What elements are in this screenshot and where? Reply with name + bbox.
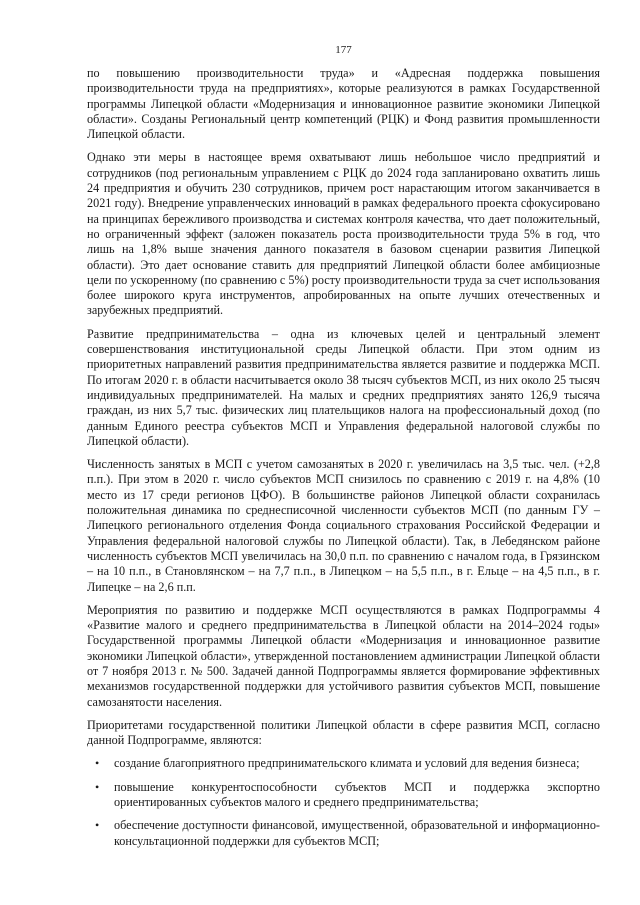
paragraph-employment-sme: Численность занятых в МСП с учетом самозанятых в 2020 г. увеличилась на 3,5 тыс. чел. (+2,8 п.п.). При этом в 2020 г. число субъектов МСП снизилось по сравнению с 2019 г. на 4,8% (10 место из 17 среди регионов ЦФО). В большинстве районов Липецкой области сохранилась положительная динамика по среднесписочной численности субъектов МСП (по данным ГУ – Липецкого регионального отделения Фонда социального страхования Российской Федерации и Управления федеральной налоговой службы по Липецкой области). Так, в Лебедянском районе численность субъектов МСП увеличилась на 30,0 п.п. по сравнению с началом года, в Грязинском – на 10 п.п., в Становлянском – на 7,7 п.п., в Липецком – на 5,5 п.п., в г. Ельце – на 4,5 п.п., в г. Липецке – на 2,6 п.п. xyxy=(87,457,600,594)
paragraph-subprogram: Мероприятия по развитию и поддержке МСП осуществляются в рамках Подпрограммы 4 «Развитие малого и среднего предпринимательства в Липецкой области на 2014–2024 годы» Государственной программы Липецкой области «Модернизация и инновационное развитие экономики Липецкой области», утвержденной постановлением администрации Липецкой области от 7 ноября 2013 г. № 500. Задачей данной Подпрограммы является формирование эффективных механизмов государственной поддержки для устойчивого развития субъектов МСП, повышение самозанятости населения. xyxy=(87,602,600,709)
bullet-icon: • xyxy=(95,756,100,771)
bullet-icon: • xyxy=(95,818,100,833)
paragraph-entrepreneurship: Развитие предпринимательства – одна из ключевых целей и центральный элемент совершенствования институциональной среды Липецкой области. При этом одним из приоритетных направлений развития предпринимательства является развитие и поддержка МСП. По итогам 2020 г. в области насчитывается около 38 тысяч субъектов МСП, из них около 25 тысяч индивидуальных предпринимателей. На малых и средних предприятиях занято 126,9 тысяча граждан, из них 5,7 тыс. физических лиц плательщиков налога на профессиональный доход (по данным Единого реестра субъектов МСП и Управления федеральной налоговой службы по Липецкой области). xyxy=(87,326,600,448)
list-item-text: создание благоприятного предпринимательского климата и условий для ведения бизнеса; xyxy=(114,756,580,771)
priorities-list xyxy=(87,756,600,848)
list-item xyxy=(87,818,600,849)
bullet-icon: • xyxy=(95,779,100,794)
paragraph-measures-limited: Однако эти меры в настоящее время охватывают лишь небольшое число предприятий и сотрудников (под региональным управлением с РЦК до 2024 года запланировано охватить лишь 24 предприятия и обучить 230 сотрудников, причем рост нарастающим итогом заканчивается в 2021 году). Внедрение управленческих инноваций в рамках федерального проекта сфокусировано на принципах бережливого производства и системах контроля качества, что дает положительный, но ограниченный эффект (заложен показатель роста производительности труда 5% в год, что лишь на 1,8% выше значения данного показателя в базовом сценарии развития Липецкой области). Это дает основание ставить для предприятий Липецкой области более амбициозные цели по ускоренному (по сравнению с 5%) росту производительности труда за счет использования более широкого круга инструментов, апробированных на опыте лучших отечественных и зарубежных предприятий. xyxy=(87,150,600,318)
paragraph-productivity-programs: по повышению производительности труда» и «Адресная поддержка повышения производительности труда на предприятиях», которые реализуются в рамках Государственной программы Липецкой области «Модернизация и инновационное развитие экономики Липецкой области». Созданы Региональный центр компетенций (РЦК) и Фонд развития промышленности Липецкой области. xyxy=(87,66,600,142)
list-item-text: обеспечение доступности финансовой, имущественной, образовательной и информационно-консультационной поддержки для субъектов МСП; xyxy=(114,818,600,848)
list-item xyxy=(87,780,600,811)
list-item xyxy=(87,756,600,771)
list-item-text: повышение конкурентоспособности субъектов МСП и поддержка экспортно ориентированных субъектов малого и среднего предпринимательства; xyxy=(114,779,600,810)
page-number: 177 xyxy=(335,44,352,56)
paragraph-priorities-intro: Приоритетами государственной политики Липецкой области в сфере развития МСП, согласно данной Подпрограмме, являются: xyxy=(87,717,600,748)
